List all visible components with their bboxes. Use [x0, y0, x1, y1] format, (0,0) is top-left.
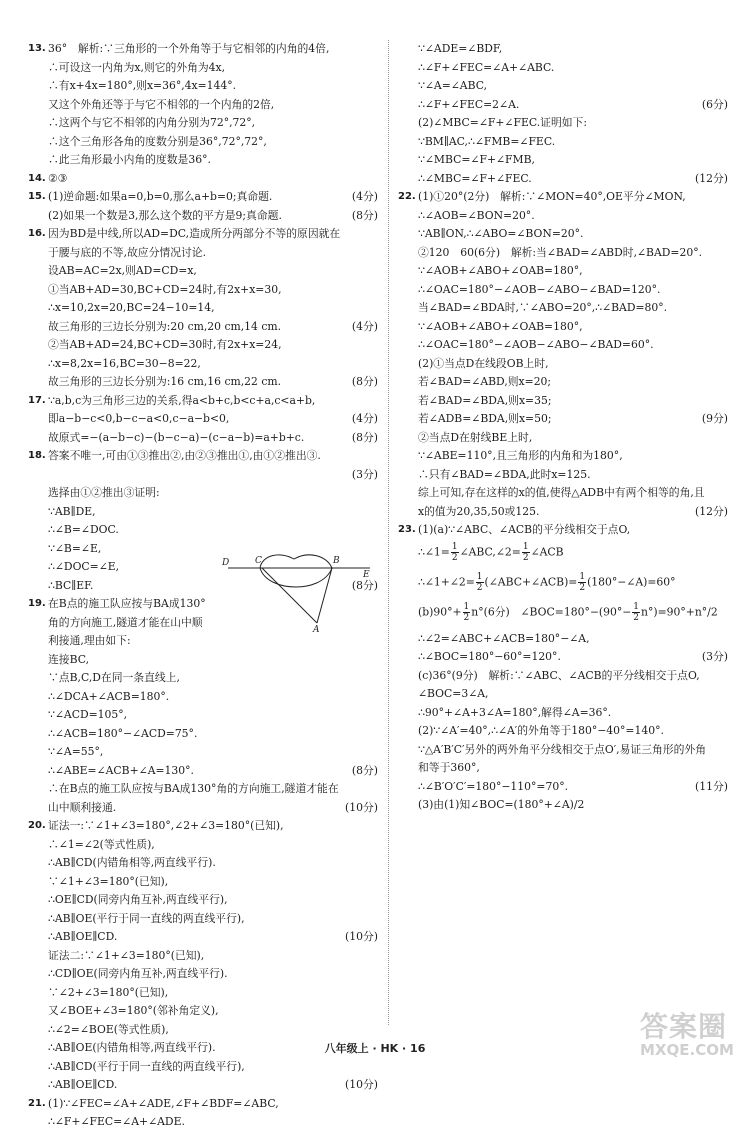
answer-line	[28, 745, 378, 758]
question-number: 23.	[398, 524, 416, 535]
answer-text: ∴AB∥CD(平行于同一直线的两直线平行),	[48, 1059, 245, 1073]
fraction: $\frac{1}{2}$	[633, 601, 640, 623]
right-column	[398, 42, 728, 817]
question-number: 18.	[28, 450, 46, 461]
answer-text: ∠BOC=3∠A,	[418, 687, 489, 700]
answer-line	[398, 320, 728, 333]
answer-line	[398, 394, 728, 407]
score-label: (9分)	[701, 412, 728, 425]
answer-line	[28, 227, 378, 240]
answer-text: ∴可设这一内角为x,则它的外角为4x,	[48, 60, 226, 74]
answer-line	[28, 283, 378, 296]
answer-line	[398, 449, 728, 462]
answer-line	[28, 301, 378, 314]
answer-line	[28, 819, 378, 832]
answer-line	[28, 264, 378, 277]
answer-line	[398, 780, 728, 793]
formula-text: ∴∠1+∠2= $\frac{1}{2}$ (∠ABC+∠ACB)= $\frac{1}{2}$ (180°−∠A)=60°	[418, 571, 676, 593]
answer-line	[28, 523, 378, 536]
answer-text: ∴∠ACB=180°−∠ACD=75°.	[48, 726, 198, 740]
answer-text: ∴∠AOB=∠BON=20°.	[418, 208, 535, 222]
answer-line	[28, 172, 378, 185]
answer-text: ∴这个三角形各角的度数分别是36°,72°,72°,	[48, 134, 267, 148]
answer-line	[398, 190, 728, 203]
formula-line	[398, 542, 728, 563]
label-b: B	[333, 556, 340, 566]
question-number: 15.	[28, 191, 46, 202]
answer-text: ∵∠1+∠3=180°(已知),	[48, 874, 169, 888]
answer-line	[28, 394, 378, 407]
answer-text: ∵∠ADE=∠BDF,	[418, 42, 503, 55]
answer-text: 故三角形的三边长分别为:20 cm,20 cm,14 cm.	[48, 319, 282, 333]
answer-line	[398, 135, 728, 148]
answer-line	[398, 523, 728, 536]
answer-line	[398, 42, 728, 55]
answer-line	[398, 798, 728, 811]
answer-text: 角的方向施工,隧道才能在山中顺	[48, 615, 203, 629]
answer-text: ∴OE∥CD(同旁内角互补,两直线平行),	[48, 893, 228, 906]
answer-text: 故原式=−(a−b−c)−(b−c−a)−(c−a−b)=a+b+c.	[48, 430, 305, 444]
answer-text: 又这个外角还等于与它不相邻的一个内角的2倍,	[48, 97, 275, 111]
answer-line	[398, 338, 728, 351]
answer-line	[28, 338, 378, 351]
question-number: 16.	[28, 228, 46, 239]
answer-text: ∵∠AOB+∠ABO+∠OAB=180°,	[418, 319, 583, 333]
page-footer: 八年级上 · HK · 16	[324, 1042, 426, 1055]
answer-line	[28, 1097, 378, 1110]
watermark-url: MXQE.COM	[640, 1041, 734, 1059]
score-label: (10分)	[345, 1078, 378, 1091]
answer-text: 利接通,理由如下:	[48, 634, 131, 647]
answer-line	[28, 375, 378, 388]
answer-line	[28, 708, 378, 721]
answer-line	[28, 320, 378, 333]
answer-line	[28, 671, 378, 684]
answer-text: 因为BD是中线,所以AD=DC,造成所分两部分不等的原因就在	[48, 227, 341, 240]
score-label: (4分)	[351, 319, 378, 333]
answer-text: ②120 60(6分) 解析:当∠BAD=∠ABD时,∠BAD=20°.	[418, 245, 703, 259]
score-label: (6分)	[701, 97, 728, 111]
answer-line	[28, 209, 378, 222]
answer-line	[28, 727, 378, 740]
score-label: (8分)	[351, 763, 378, 777]
answer-text: 答案不唯一,可由①③推出②,由②③推出①,由①②推出③.	[48, 449, 321, 462]
answer-text: ∴∠OAC=180°−∠AOB−∠ABO−∠BAD=60°.	[418, 338, 654, 351]
answer-text: (2)如果一个数是3,那么这个数的平方是9;真命题.	[48, 208, 282, 222]
answer-line	[398, 706, 728, 719]
answer-line	[28, 782, 378, 795]
answer-text: x的值为20,35,50或125.	[418, 504, 540, 518]
line-ca	[262, 568, 317, 623]
answer-line	[28, 486, 378, 499]
answer-line	[398, 98, 728, 111]
answer-text: ∴这两个与它不相邻的内角分别为72°,72°,	[48, 116, 256, 129]
score-label: (3分)	[701, 650, 728, 663]
answer-line	[398, 283, 728, 296]
answer-text: ∵∠ABE=110°,且三角形的内角和为180°,	[418, 449, 623, 462]
score-label: (8分)	[351, 208, 378, 222]
answer-line	[398, 687, 728, 700]
answer-text: ∴∠ABE=∠ACB+∠A=130°.	[48, 763, 194, 777]
score-label: (8分)	[351, 430, 378, 444]
answer-text: ∵∠AOB+∠ABO+∠OAB=180°,	[418, 264, 583, 277]
answer-line	[28, 930, 378, 943]
answer-line	[28, 449, 378, 462]
answer-line	[398, 632, 728, 645]
answer-text: ∴∠F+∠FEC=∠A+∠ADE.	[48, 1115, 185, 1128]
answer-line	[28, 412, 378, 425]
fraction: $\frac{1}{2}$	[451, 541, 458, 563]
score-label: (3分)	[351, 467, 378, 481]
answer-text: 又∠BOE+∠3=180°(邻补角定义),	[48, 1004, 219, 1017]
mountain-outline	[260, 555, 332, 587]
answer-line	[398, 61, 728, 74]
answer-text: ②③	[48, 171, 68, 185]
answer-text: ∵AB∥ON,∴∠ABO=∠BON=20°.	[418, 227, 584, 240]
answer-line	[28, 1060, 378, 1073]
answer-line	[28, 690, 378, 703]
answer-text: ∴∠2=∠BOE(等式性质),	[48, 1022, 169, 1036]
answer-text: ∵点B,C,D在同一条直线上,	[48, 671, 180, 684]
answer-text: ∴∠MBC=∠F+∠FEC.	[418, 171, 532, 185]
column-divider	[388, 40, 389, 1025]
answer-line	[28, 42, 378, 55]
answer-text: ∴∠B′O′C′=180°−110°=70°.	[418, 779, 569, 793]
line-ba	[317, 568, 332, 623]
answer-text: ∴∠DCA+∠ACB=180°.	[48, 689, 170, 703]
answer-text: ②当AB+AD=24,BC+CD=30时,有2x+x=24,	[48, 338, 282, 351]
answer-text: ∴90°+∠A+3∠A=180°,解得∠A=36°.	[418, 705, 612, 719]
score-label: (8分)	[351, 375, 378, 388]
answer-line	[398, 153, 728, 166]
answer-text: ∴CD∥OE(同旁内角互补,两直线平行).	[48, 967, 228, 980]
answer-text: ∴BC∥EF.	[48, 578, 94, 592]
question-number: 13.	[28, 43, 46, 54]
answer-line	[28, 653, 378, 666]
answer-text: ∴∠2=∠ABC+∠ACB=180°−∠A,	[418, 631, 590, 645]
answer-line	[28, 764, 378, 777]
answer-line	[398, 669, 728, 682]
answer-text: ∴∠F+∠FEC=2∠A.	[418, 97, 520, 111]
label-d: D	[222, 558, 230, 568]
answer-text: ∵∠ACD=105°,	[48, 708, 128, 721]
answer-line	[28, 153, 378, 166]
answer-text: 即a−b−c<0,b−c−a<0,c−a−b<0,	[48, 412, 230, 425]
fraction: $\frac{1}{2}$	[522, 541, 529, 563]
answer-text: 证法二:∵∠1+∠3=180°(已知),	[48, 948, 205, 962]
answer-text: ∴∠1=∠2(等式性质),	[48, 837, 155, 851]
answer-text: (2)∵∠A′=40°,∴∠A′的外角等于180°−40°=140°.	[418, 724, 664, 737]
answer-line	[398, 486, 728, 499]
question-number: 22.	[398, 191, 416, 202]
answer-line	[398, 375, 728, 388]
answer-line	[28, 949, 378, 962]
answer-text: (c)36°(9分) 解析:∵∠ABC、∠ACB的平分线相交于点O,	[418, 668, 700, 682]
label-e: E	[363, 570, 370, 580]
answer-line	[28, 61, 378, 74]
answer-line	[28, 634, 378, 647]
answer-line	[28, 135, 378, 148]
answer-line	[398, 743, 728, 756]
answer-line	[398, 650, 728, 663]
answer-text: 故三角形的三边长分别为:16 cm,16 cm,22 cm.	[48, 375, 282, 388]
answer-line	[398, 264, 728, 277]
answer-line	[28, 801, 378, 814]
formula-line	[398, 572, 728, 593]
answer-text: ∴AB∥CD(内错角相等,两直线平行).	[48, 856, 216, 869]
answer-line	[398, 116, 728, 129]
answer-line	[28, 190, 378, 203]
answer-text: ∴AB∥OE∥CD.	[48, 1078, 118, 1091]
answer-text: (3)由(1)知∠BOC=(180°+∠A)/2	[418, 798, 585, 811]
answer-line	[28, 1078, 378, 1091]
answer-text: (1)①20°(2分) 解析:∵∠MON=40°,OE平分∠MON,	[418, 190, 686, 203]
answer-line	[398, 412, 728, 425]
answer-text: (1)(a)∵∠ABC、∠ACB的平分线相交于点O,	[418, 523, 631, 536]
answer-text: ∴有x+4x=180°,则x=36°,4x=144°.	[48, 79, 237, 92]
answer-text: ∵AB∥DE,	[48, 504, 96, 518]
answer-text: ∴∠BOC=180°−60°=120°.	[418, 650, 561, 663]
fraction: $\frac{1}{2}$	[579, 571, 586, 593]
answer-text: 若∠BAD=∠ABD,则x=20;	[418, 375, 552, 388]
answer-line	[398, 209, 728, 222]
answer-line	[398, 172, 728, 185]
watermark	[640, 1012, 740, 1068]
score-label: (12分)	[695, 171, 728, 185]
answer-line	[398, 79, 728, 92]
answer-line	[28, 912, 378, 925]
answer-line	[28, 468, 378, 481]
answer-line	[398, 724, 728, 737]
answer-line	[28, 1004, 378, 1017]
question-number: 19.	[28, 598, 46, 609]
question-number: 17.	[28, 394, 46, 406]
answer-line	[28, 838, 378, 851]
answer-line	[28, 505, 378, 518]
fraction: $\frac{1}{2}$	[463, 601, 470, 623]
answer-text: 设AB=AC=2x,则AD=CD=x,	[48, 264, 197, 277]
answer-line	[398, 468, 728, 481]
label-c: C	[255, 556, 262, 566]
tunnel-figure	[222, 553, 372, 633]
answer-text: (1)逆命题:如果a=0,b=0,那么a+b=0;真命题.	[48, 190, 273, 203]
question-number: 21.	[28, 1097, 46, 1109]
answer-line	[28, 1023, 378, 1036]
answer-text: ∴∠B=∠DOC.	[48, 523, 119, 536]
answer-line	[28, 246, 378, 259]
answer-line	[28, 856, 378, 869]
answer-line	[28, 967, 378, 980]
score-label: (8分)	[351, 578, 378, 592]
answer-text: ∴只有∠BAD=∠BDA,此时x=125.	[418, 467, 591, 481]
answer-text: ∴x=10,2x=20,BC=24−10=14,	[48, 301, 215, 314]
question-number: 14.	[28, 172, 46, 184]
formula-text: (b)90°+ $\frac{1}{2}$ n°(6分) ∠BOC=180°−(90°− $\frac{1}{2}$ n°)=90°+n°/2	[418, 601, 718, 623]
answer-text: ∴在B点的施工队应按与BA成130°角的方向施工,隧道才能在	[48, 782, 339, 795]
score-label: (4分)	[351, 190, 378, 203]
answer-text: 36° 解析:∵三角形的一个外角等于与它相邻的内角的4倍,	[48, 42, 330, 55]
answer-text: ∴AB∥OE(内错角相等,两直线平行).	[48, 1041, 216, 1054]
score-label: (10分)	[345, 800, 378, 814]
answer-line	[398, 761, 728, 774]
answer-text: 和等于360°,	[418, 761, 480, 774]
answer-text: ∵∠MBC=∠F+∠FMB,	[418, 153, 535, 166]
answer-line	[398, 431, 728, 444]
answer-text: ∵△A′B′C′另外的两外角平分线相交于点O′,易证三角形的外角	[418, 742, 706, 756]
answer-text: ①当AB+AD=30,BC+CD=24时,有2x+x=30,	[48, 282, 282, 296]
answer-line	[28, 79, 378, 92]
formula-line	[398, 602, 728, 623]
answer-text: (2)∠MBC=∠F+∠FEC.证明如下:	[418, 116, 587, 129]
score-label: (10分)	[345, 930, 378, 943]
answer-line	[28, 1115, 378, 1128]
answer-text: ∵a,b,c为三角形三边的关系,得a<b+c,b<c+a,c<a+b,	[48, 393, 316, 407]
formula-text: ∴∠1= $\frac{1}{2}$ ∠ABC,∠2= $\frac{1}{2}$ ∠ACB	[418, 541, 564, 563]
answer-text: (2)①当点D在线段OB上时,	[418, 356, 549, 370]
answer-line	[28, 431, 378, 444]
answer-text: ∴AB∥OE(平行于同一直线的两直线平行),	[48, 911, 245, 925]
score-label: (11分)	[695, 779, 728, 793]
answer-text: 在B点的施工队应按与BA成130°	[48, 597, 206, 610]
answer-line	[398, 357, 728, 370]
answer-text: 若∠ADB=∠BDA,则x=50;	[418, 412, 552, 425]
answer-text: 连接BC,	[48, 652, 90, 666]
question-number: 20.	[28, 820, 46, 831]
answer-text: ∵∠A=∠ABC,	[418, 79, 488, 92]
answer-text: ∵BM∥AC,∴∠FMB=∠FEC.	[418, 134, 556, 148]
answer-text: 证法一:∵∠1+∠3=180°,∠2+∠3=180°(已知),	[48, 819, 284, 832]
answer-text: 若∠BAD=∠BDA,则x=35;	[418, 393, 552, 407]
answer-text: ∵∠2+∠3=180°(已知),	[48, 985, 169, 999]
answer-text: (1)∵∠FEC=∠A+∠ADE,∠F+∠BDF=∠ABC,	[48, 1096, 279, 1110]
answer-text: 山中顺利接通.	[48, 800, 117, 814]
answer-line	[28, 98, 378, 111]
score-label: (12分)	[695, 504, 728, 518]
answer-text: ∴∠F+∠FEC=∠A+∠ABC.	[418, 60, 555, 74]
answer-text: ∵∠A=55°,	[48, 745, 104, 758]
answer-text: 当∠BAD=∠BDA时,∵∠ABO=20°,∴∠BAD=80°.	[418, 301, 668, 314]
answer-line	[398, 505, 728, 518]
answer-text: 综上可知,存在这样的x的值,使得△ADB中有两个相等的角,且	[418, 486, 705, 499]
fraction: $\frac{1}{2}$	[476, 571, 483, 593]
watermark-logo: 答案圈	[640, 1010, 728, 1043]
answer-text: ∴此三角形最小内角的度数是36°.	[48, 153, 211, 166]
answer-line	[28, 357, 378, 370]
answer-text: 于腰与底的不等,故应分情况讨论.	[48, 245, 207, 259]
answer-line	[28, 116, 378, 129]
answer-text: ∴AB∥OE∥CD.	[48, 930, 118, 943]
answer-line	[28, 986, 378, 999]
answer-line	[398, 227, 728, 240]
answer-line	[28, 875, 378, 888]
answer-line	[28, 893, 378, 906]
score-label: (4分)	[351, 412, 378, 425]
answer-text: ∴x=8,2x=16,BC=30−8=22,	[48, 356, 201, 370]
answer-text: ∴∠DOC=∠E,	[48, 560, 120, 573]
answer-line	[398, 246, 728, 259]
answer-text: ∵∠B=∠E,	[48, 541, 102, 555]
answer-text: ②当点D在射线BE上时,	[418, 430, 533, 444]
answer-line	[398, 301, 728, 314]
answer-text: 选择由①②推出③证明:	[48, 486, 160, 499]
answer-text: ∴∠OAC=180°−∠AOB−∠ABO−∠BAD=120°.	[418, 282, 661, 296]
label-a: A	[313, 625, 320, 633]
